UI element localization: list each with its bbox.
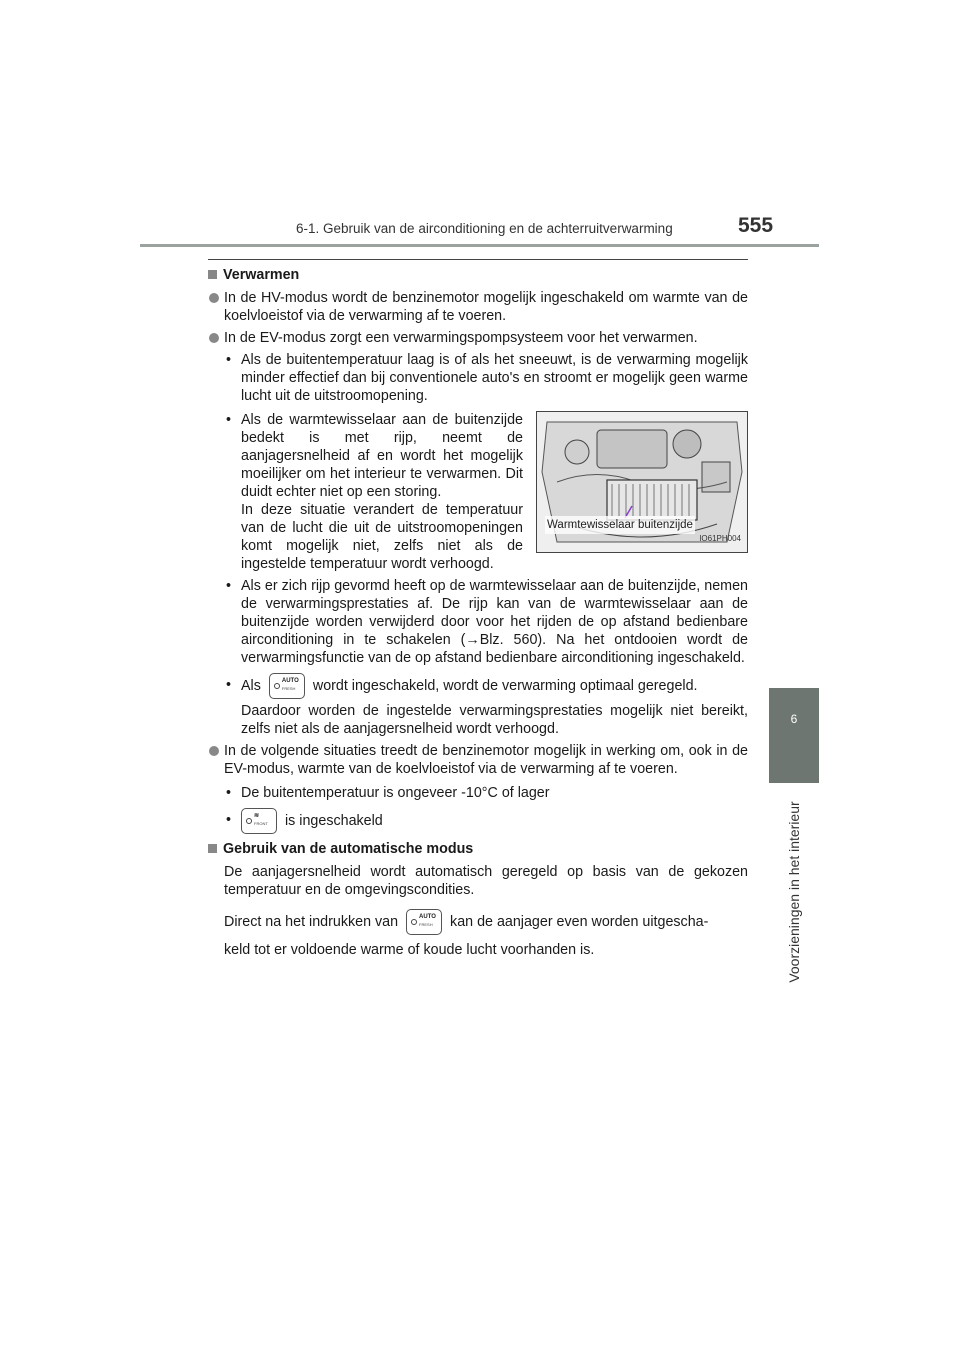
chapter-side-title <box>784 792 804 992</box>
paragraph-continuation: keld tot er voldoende warme of koude lucht voorhanden is. <box>224 942 595 958</box>
content-rule <box>208 259 748 260</box>
sub-list-item: • De buitentemperatuur is ongeveer -10°C of lager <box>226 785 550 801</box>
list-item: In de volgende situaties treedt de benzinemotor mogelijk in werking om, ook in de EV-modus, warmte van de koelvloeistof via de verwarming af te voeren. <box>208 742 748 778</box>
running-header: 6-1. Gebruik van de airconditioning en de achterruitverwarming <box>296 221 673 236</box>
section-heading-automatische-modus: Gebruik van de automatische modus <box>208 840 748 858</box>
engine-bay-illustration <box>536 411 748 553</box>
chapter-number: 6 <box>790 712 798 726</box>
sub-list-item: • ≋ FRONT is ingeschakeld <box>208 808 748 834</box>
auto-button-icon: AUTO FRESH <box>406 909 442 935</box>
sub-list-item: • Als de buitentemperatuur laag is of als het sneeuwt, is de verwarming mogelijk minder effectief dan bij conventionele auto's en stroomt er mogelijk geen warme lucht uit de uitstroomopening. <box>226 352 748 404</box>
front-defroster-button-icon: ≋ FRONT <box>241 808 277 834</box>
figure-caption: Warmtewisselaar buitenzijde <box>545 516 695 534</box>
paragraph: De aanjagersnelheid wordt automatisch geregeld op basis van de gekozen temperatuur en de omgevingscondities. <box>224 864 748 898</box>
chapter-title: Voorzieningen in het interieur <box>786 801 802 983</box>
sub-list-continuation: Daardoor worden de ingestelde verwarmingsprestaties mogelijk niet bereikt, zelfs niet als de aanjagersnelheid wordt verhoogd. <box>241 703 748 737</box>
page-number: 555 <box>738 214 774 237</box>
circle-bullet-icon <box>209 746 219 756</box>
circle-bullet-icon <box>209 333 219 343</box>
sub-list-item: • Als er zich rijp gevormd heeft op de warmtewisselaar aan de buitenzijde, nemen de verwarmingsprestaties af. De rijp kan van de warmtewisselaar aan de buitenzijde worden verwijderd door voor het rijden de op afstand bedienbare airconditioning in te schakelen (→Blz. 560). Na het ontdooien wordt de verwarmingsfunctie van de op afstand bedienbare airconditioning ingeschakeld. <box>226 578 748 666</box>
square-bullet-icon <box>208 270 217 279</box>
list-item: In de HV-modus wordt de benzinemotor mogelijk ingeschakeld om warmte van de koelvloeistof via de verwarming af te voeren. <box>208 289 748 325</box>
figure-code: IO61PH004 <box>699 534 741 543</box>
sub-list-item: • Als AUTO FRESH wordt ingeschakeld, wordt de verwarming optimaal geregeld. <box>208 673 748 699</box>
sub-list-item: • Als de warmtewisselaar aan de buitenzijde bedekt is met rijp, neemt de aanjagersnelheid af en wordt het mogelijk moeilijker om het interieur te verwarmen. Dit duidt echter niet op een storing. In deze situatie verandert de temperatuur van de lucht die uit de uitstroomopeningen komt mogelijk niet, zelfs niet als de ingestelde temperatuur wordt verhoogd. <box>226 412 523 572</box>
section-heading-verwarmen: Verwarmen <box>208 266 748 284</box>
list-item: In de EV-modus zorgt een verwarmingspompsysteem voor het verwarmen. <box>208 329 748 347</box>
auto-button-icon: AUTO FRESH <box>269 673 305 699</box>
circle-bullet-icon <box>209 293 219 303</box>
square-bullet-icon <box>208 844 217 853</box>
paragraph: Direct na het indrukken van AUTO FRESH kan de aanjager even worden uitgescha- <box>208 909 748 935</box>
figure-row <box>208 411 748 573</box>
chapter-tab <box>769 688 819 783</box>
main-content <box>208 266 748 965</box>
header-rule <box>140 244 819 247</box>
